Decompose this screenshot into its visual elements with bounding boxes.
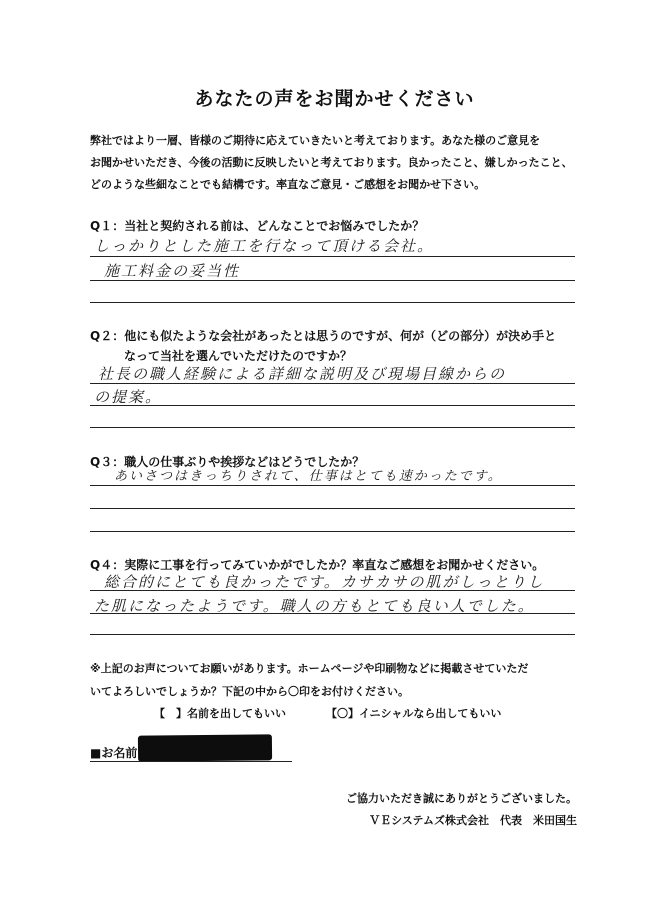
intro-line: お聞かせいただき、今後の活動に反映したいと考えております。良かったこと、嫌しかったこと、 [90, 156, 573, 169]
answer-line [90, 302, 575, 303]
answer-line [90, 280, 575, 281]
option-initial-ok[interactable]: 【〇】イニシャルなら出してもいい [326, 707, 502, 720]
question-1-label: Q１：当社と契約される前は、どんなことでお悩みでしたか？ [90, 219, 425, 233]
answer-line [90, 256, 575, 257]
answer-line [90, 508, 575, 509]
answer-line [90, 485, 575, 486]
answer-1-line-2: 施工料金の妥当性 [104, 262, 241, 280]
answer-line [90, 590, 575, 591]
name-underline [90, 761, 292, 762]
answer-line [90, 531, 575, 532]
company-signature: ＶＥシステムズ株式会社 代表 米田国生 [369, 814, 577, 827]
name-label: ■お名前 [90, 746, 138, 760]
request-line: いてよろしいでしょうか？下記の中から〇印をお付けください。 [90, 685, 409, 698]
answer-2-line-1: 社長の職人経験による詳細な説明及び現場目線からの [98, 365, 507, 383]
redacted-name [138, 734, 272, 761]
intro-line: どのような些細なことでも結構です。率直なご意見・ご感想をお聞かせ下さい。 [90, 178, 486, 191]
question-4-label: Q４：実際に工事を行ってみていかがでしたか？率直なご感想をお聞かせください。 [90, 558, 545, 572]
answer-1-line-1: しっかりとした施工を行なって頂ける会社。 [94, 237, 435, 255]
answer-line [90, 405, 575, 406]
answer-line [90, 634, 575, 635]
question-2-label-cont: なって当社を選んでいただけたのですか？ [124, 349, 353, 363]
option-name-ok[interactable]: 【 】名前を出してもいい [154, 707, 286, 720]
closing-thanks: ご協力いただき誠にありがとうございました。 [346, 792, 577, 805]
question-2-label: Q２：他にも似たような会社があったとは思うのですが、何が（どの部分）が決め手と [90, 329, 557, 343]
answer-4-line-2: た肌になったようです。職人の方もとても良い人でした。 [94, 597, 535, 615]
answer-3-line-1: あいさつはきっちりされて、仕事はとても速かったです。 [114, 469, 503, 484]
answer-4-line-1: 総合的にとても良かったです。カサカサの肌がしっとりし [104, 573, 545, 591]
question-3-label: Q３：職人の仕事ぶりや挨拶などはどうでしたか？ [90, 455, 365, 469]
answer-line [90, 427, 575, 428]
page-title: あなたの声をお聞かせください [194, 88, 475, 110]
answer-2-line-2: の提案。 [94, 388, 163, 406]
answer-line [90, 383, 575, 384]
intro-line: 弊社ではより一層、皆様のご期待に応えていきたいと考えております。あなた様のご意見を [90, 134, 541, 147]
answer-line [90, 613, 575, 614]
request-line: ※上記のお声についてお願いがあります。ホームページや印刷物などに掲載させていただ [90, 662, 529, 675]
